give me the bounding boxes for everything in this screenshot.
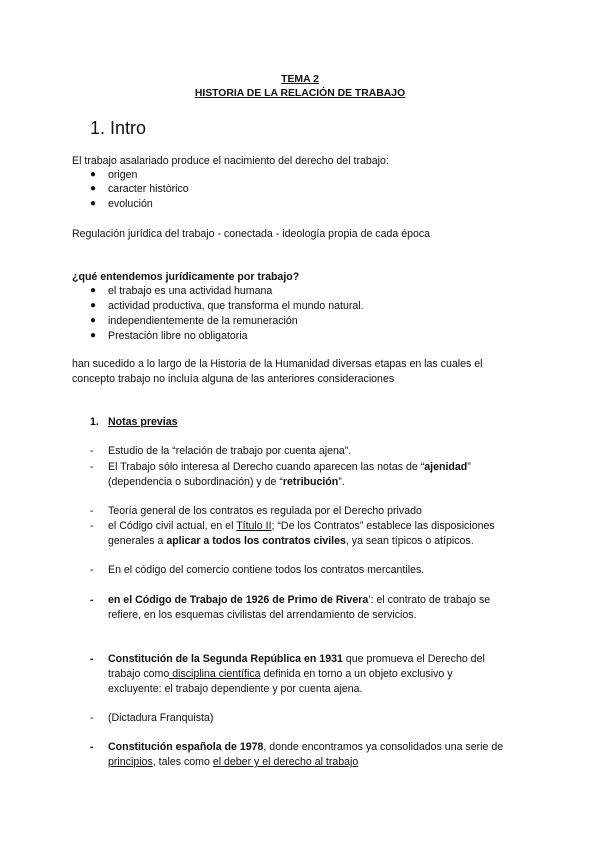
bold-term: ajenidad bbox=[424, 461, 468, 473]
bold-term: retribución bbox=[282, 476, 339, 488]
underlined-term: disciplina científica bbox=[169, 668, 261, 680]
dash-marker: - bbox=[90, 594, 94, 606]
text-run: El Trabajo sólo interesa al Derecho cuando aparecen las notas de “ bbox=[108, 461, 425, 473]
dash-marker: - bbox=[90, 505, 94, 517]
titulo-link: Título II bbox=[236, 520, 272, 532]
dash-marker: - bbox=[90, 741, 94, 753]
bold-term: aplicar a todos los contratos civiles bbox=[166, 535, 346, 547]
dash-marker: - bbox=[90, 461, 94, 473]
bullet-icon: ● bbox=[90, 315, 97, 326]
text-run: ; “De los Contratos” establece las disposiciones bbox=[271, 520, 495, 532]
list-item: actividad productiva, que transforma el mundo natural. bbox=[108, 300, 364, 312]
bullet-icon: ● bbox=[90, 300, 97, 311]
list-item: evolución bbox=[108, 198, 153, 210]
list-item-continuation bbox=[108, 667, 453, 681]
list-item: Estudio de la “relación de trabajo por cuenta ajena”. bbox=[108, 445, 352, 457]
list-item-continuation: refiere, en los esquemas civilistas del arrendamiento de servicios. bbox=[108, 609, 417, 621]
text-run: trabajo como bbox=[108, 668, 170, 680]
dash-marker: - bbox=[90, 712, 94, 724]
underlined-term: principios bbox=[108, 756, 153, 768]
list-item: Teoría general de los contratos es regulada por el Derecho privado bbox=[108, 505, 422, 517]
text-run: que promueva el Derecho del bbox=[342, 653, 485, 665]
list-item: Prestación libre no obligatoria bbox=[108, 330, 248, 342]
list-item bbox=[108, 740, 503, 754]
regulation-line: Regulación jurídica del trabajo - conectada - ideología propia de cada época bbox=[72, 228, 431, 240]
list-item-continuation bbox=[108, 534, 474, 548]
list-item: origen bbox=[108, 169, 138, 181]
text-run: ”. bbox=[338, 476, 345, 488]
text-run: generales a bbox=[108, 535, 167, 547]
text-run: el Código civil actual, en el bbox=[108, 520, 237, 532]
list-item: el trabajo es una actividad humana bbox=[108, 285, 273, 297]
section-number: 1. bbox=[90, 416, 99, 428]
list-item bbox=[108, 460, 471, 474]
history-paragraph-line: concepto trabajo no incluía alguna de las anteriores consideraciones bbox=[72, 373, 395, 385]
document-title: HISTORIA DE LA RELACIÓN DE TRABAJO bbox=[194, 88, 406, 99]
intro-lead: El trabajo asalariado produce el nacimiento del derecho del trabajo: bbox=[72, 155, 389, 167]
dash-marker: - bbox=[90, 520, 94, 532]
bold-term: en el Código de Trabajo de 1926 de Primo de Rivera bbox=[108, 594, 369, 606]
text-run: , ya sean típicos o atípicos. bbox=[345, 535, 474, 547]
bold-term: Constitución de la Segunda República en 1931 bbox=[108, 653, 343, 665]
dash-marker: - bbox=[90, 445, 94, 457]
tema-label: TEMA 2 bbox=[281, 74, 319, 85]
text-run: , donde encontramos ya consolidados una serie de bbox=[263, 741, 504, 753]
text-run: (dependencia o subordinación) y de “ bbox=[108, 476, 283, 488]
list-item-continuation: excluyente: el trabajo dependiente y por cuenta ajena. bbox=[108, 683, 363, 695]
underlined-term: el deber y el derecho al trabajo bbox=[212, 756, 359, 768]
dash-marker: - bbox=[90, 564, 94, 576]
bullet-icon: ● bbox=[90, 285, 97, 296]
text-run: definida en torno a un objeto exclusivo y bbox=[260, 668, 453, 680]
bold-term: Constitución española de 1978 bbox=[108, 741, 264, 753]
text-run: , tales como bbox=[152, 756, 213, 768]
list-item-continuation bbox=[108, 755, 358, 769]
dash-marker: - bbox=[90, 653, 94, 665]
list-item: caracter històrico bbox=[108, 183, 189, 195]
bullet-icon: ● bbox=[90, 183, 97, 194]
bullet-icon: ● bbox=[90, 330, 97, 341]
list-item: (Dictadura Franquista) bbox=[108, 712, 214, 724]
intro-heading: 1. Intro bbox=[90, 118, 147, 138]
list-item bbox=[108, 519, 495, 533]
section-title: Notas previas bbox=[108, 416, 178, 428]
list-item bbox=[108, 593, 490, 607]
list-item: En el código del comercio contiene todos los contratos mercantiles. bbox=[108, 564, 425, 576]
bullet-icon: ● bbox=[90, 169, 97, 180]
list-item bbox=[108, 652, 485, 666]
list-item: independientemente de la remuneración bbox=[108, 315, 298, 327]
text-run: ” bbox=[467, 461, 471, 473]
question-heading: ¿qué entendemos jurídicamente por trabajo? bbox=[72, 271, 300, 283]
bullet-icon: ● bbox=[90, 198, 97, 209]
list-item-continuation bbox=[108, 475, 345, 489]
text-run: ’: el contrato de trabajo se bbox=[368, 594, 491, 606]
history-paragraph-line: han sucedido a lo largo de la Historia de la Humanidad diversas etapas en las cuales el bbox=[72, 358, 483, 370]
